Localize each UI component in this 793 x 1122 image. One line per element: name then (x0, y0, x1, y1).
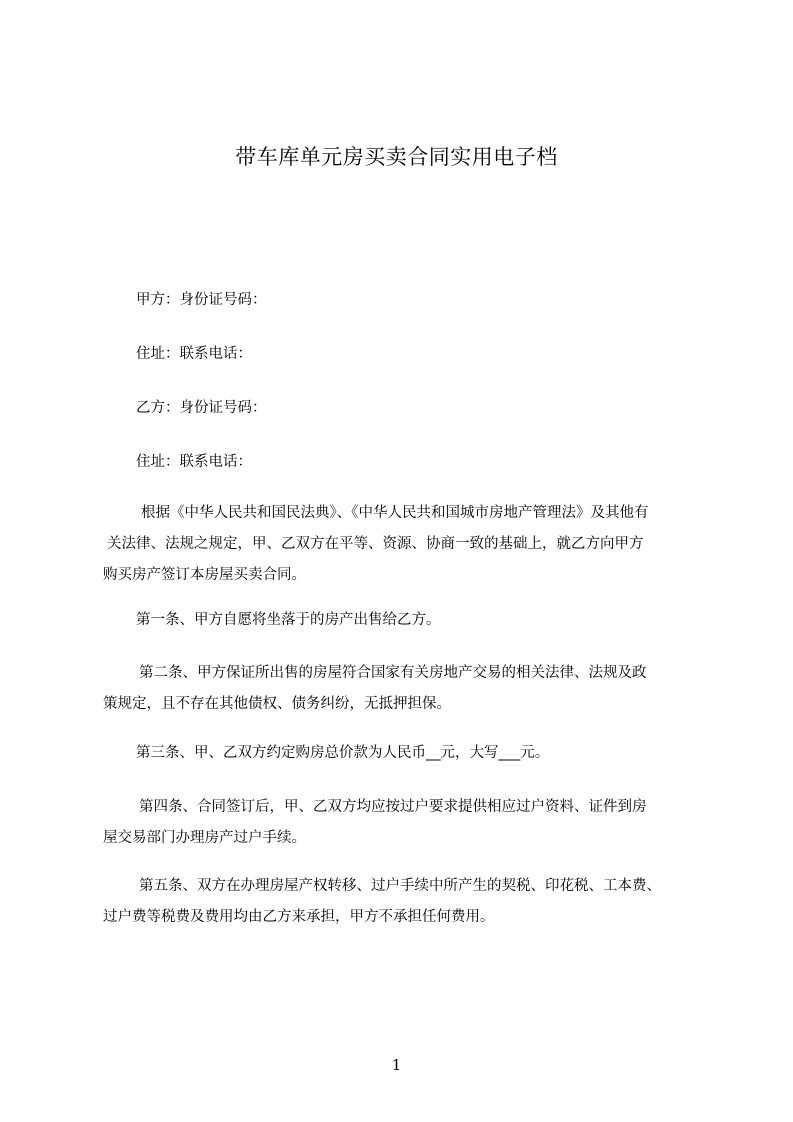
article-line: 过户费等税费及费用均由乙方来承担，甲方不承担任何费用。 (103, 909, 495, 925)
party-b-address-field: 住址：联系电话： (136, 454, 252, 470)
article-1 (103, 605, 703, 636)
document-title: 带车库单元房买卖合同实用电子档 (235, 145, 558, 169)
article-3 (103, 738, 703, 769)
preamble-line: 根据《中华人民共和国民法典》、《中华人民共和国城市房地产管理法》及其他有 (141, 505, 649, 521)
article-5 (103, 871, 703, 933)
party-b-id-field: 乙方：身份证号码： (136, 400, 267, 416)
article-line: 屋交易部门办理房产过户手续。 (103, 830, 306, 846)
article-line: 第二条、甲方保证所出售的房屋符合国家有关房地产交易的相关法律、法规及政 (139, 665, 647, 681)
preamble-paragraph (103, 498, 703, 591)
article-line: 第四条、合同签订后，甲、乙双方均应按过户要求提供相应过户资料、证件到房 (139, 799, 647, 815)
party-a-id-field: 甲方：身份证号码： (136, 292, 267, 308)
page-number: 1 (391, 1056, 402, 1074)
article-line: 第一条、甲方自愿将坐落于的房产出售给乙方。 (136, 612, 441, 628)
preamble-line: 购买房产签订本房屋买卖合同。 (103, 567, 306, 583)
article-4 (103, 792, 703, 854)
article-2 (103, 658, 703, 720)
article-line: 第三条、甲、乙双方约定购房总价款为人民币__元，大写___元。 (136, 745, 550, 761)
article-line: 策规定，且不存在其他债权、债务纠纷，无抵押担保。 (103, 696, 451, 712)
party-a-address-field: 住址：联系电话： (136, 346, 252, 362)
article-line: 第五条、双方在办理房屋产权转移、过户手续中所产生的契税、印花税、工本费、 (139, 878, 661, 894)
preamble-line: 关法律、法规之规定，甲、乙双方在平等、资源、协商一致的基础上，就乙方向甲方 (107, 536, 644, 552)
